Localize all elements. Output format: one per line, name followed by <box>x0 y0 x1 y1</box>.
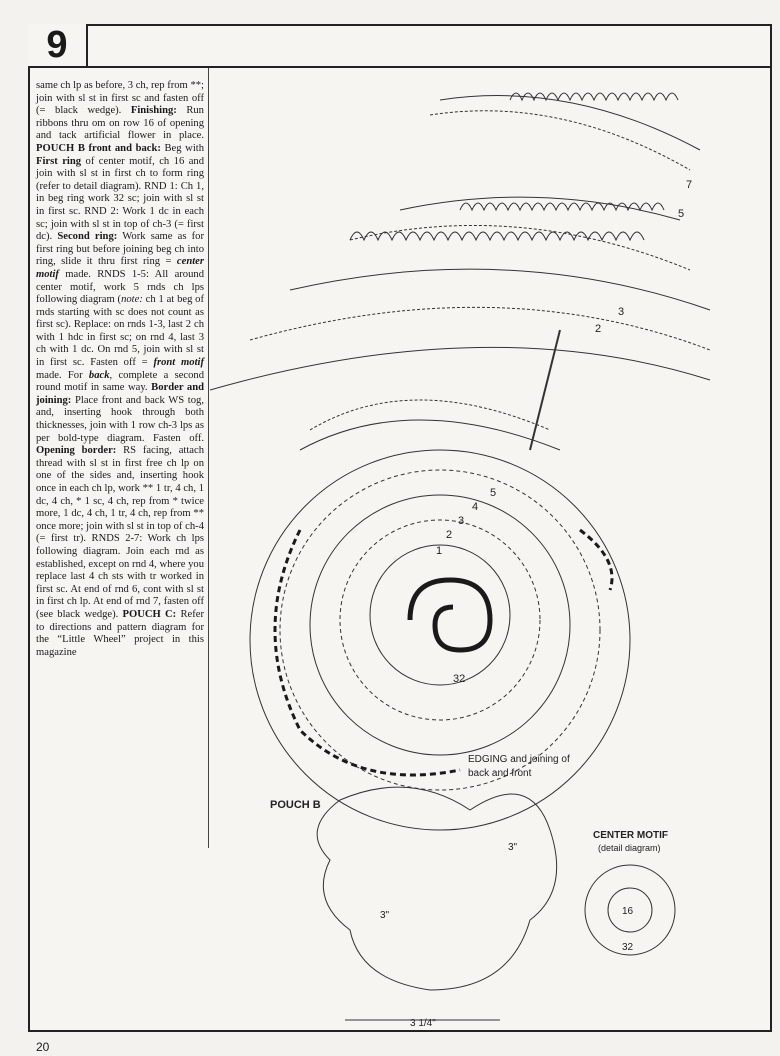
text-pouch-b-2: of center motif, ch 16 and join with sl st in first ch to form ring (refer to detail diagram). RND 1: Ch 1, in beg ring work 32 sc; join with sl st in first sc. RND 2: Work 1 dc in each sc; join with sl st in top of ch-3 (= first dc). <box>36 155 205 243</box>
text-back: , complete a second round motif in same way. <box>36 369 204 394</box>
column-divider <box>208 68 209 848</box>
label-rnd-2: 2 <box>446 529 453 541</box>
opening-border-arc-5 <box>290 269 710 310</box>
term-center-motif: center motif <box>36 256 204 280</box>
heading-pouch-b: POUCH B front and back: <box>36 142 161 154</box>
label-rnd-1: 1 <box>436 545 443 557</box>
text-pouch-b-1: Beg with <box>160 142 204 154</box>
label-rnd-5: 5 <box>490 487 497 499</box>
opening-border-arc-1 <box>440 96 700 150</box>
heading-opening-border: Opening border: <box>36 445 117 457</box>
page-folio: 20 <box>36 1040 50 1054</box>
text-finishing: Run ribbons thru om on row 16 of opening and tack artificial flower in place. <box>36 105 204 142</box>
instructions-column <box>36 80 204 659</box>
heading-border: Border and joining: <box>36 382 204 406</box>
motif-top-arc-2 <box>310 400 550 430</box>
section-number-box <box>28 24 88 68</box>
label-arc-2: 2 <box>595 323 602 335</box>
term-first-ring: First ring <box>36 155 82 167</box>
text-opening-border: RS facing, attach thread with sl st in first free ch lp on one of the sides and, inserting hook once in each ch lp, work ** 1 tr, 4 ch, 1 dc, 4 ch, * 1 sc, 4 ch, rep from * twice more, 1 dc, 4 ch, 1 tr, 4 ch, rep from ** once more; join with sl st in top of ch-4 (= first tr). RNDS 2-7: Work ch lps following diagram. Join each rnd as established, except on rnd 4, where you replace last 4 ch sts with tr worked in first sc. At end of rnd 6, cont with sl st in first ch lp. At end of rnd 7, fasten off (see black wedge). <box>36 445 204 620</box>
motif-top-arc <box>300 420 560 450</box>
term-note: note: <box>121 294 143 306</box>
text-center-motif: made. RNDS 1-5: All around center motif, work 5 rnds ch lps following diagram ( <box>36 268 204 306</box>
label-arc-3: 3 <box>618 306 625 318</box>
label-rnd-4: 4 <box>472 501 479 513</box>
scallop-row-low <box>350 232 644 240</box>
heading-finishing: Finishing: <box>130 105 177 117</box>
opening-border-arc-3 <box>400 197 680 220</box>
dim-bottom: 3 1/4" <box>410 1018 436 1029</box>
text-front: made. For <box>36 369 89 381</box>
dim-top-right: 3" <box>508 842 518 853</box>
instructions-text <box>36 80 204 659</box>
text-intro: same ch lp as before, 3 ch, rep from **; join with sl st in first sc and fasten off (= black wedge). <box>36 80 204 117</box>
opening-border-arc-2 <box>430 111 690 170</box>
text-border: Place front and back WS tog, and, inserting hook through both thicknesses, join with 1 row ch-3 lps as per bold-type diagram. Fasten off. <box>36 394 204 444</box>
pouch-b-outline <box>317 787 557 990</box>
motif-round-3 <box>310 495 570 755</box>
center-motif-32: 32 <box>622 942 634 953</box>
motif-round-4 <box>280 470 600 790</box>
section-number: 9 <box>46 24 68 66</box>
scallop-row-top <box>510 93 678 100</box>
dim-left: 3" <box>380 910 390 921</box>
center-motif-16: 16 <box>622 906 634 917</box>
header-rule <box>88 66 772 68</box>
label-top-7: 7 <box>686 179 693 191</box>
crochet-diagram <box>210 70 770 1030</box>
spiral-center <box>410 580 490 650</box>
bold-edging <box>275 530 460 775</box>
edging-label-2: back and front <box>468 768 532 779</box>
pouch-b-title: POUCH B <box>270 799 321 811</box>
opening-border-arc-6 <box>250 307 710 350</box>
term-back: back <box>88 369 110 381</box>
center-motif-sub: (detail diagram) <box>598 843 661 853</box>
label-rnd-3: 3 <box>458 515 465 527</box>
heading-second-ring: Second ring: <box>57 231 118 243</box>
bold-edging-right <box>580 530 612 590</box>
text-pouch-c: Refer to directions and pattern diagram for the “Little Wheel” project in this magazine <box>36 608 204 658</box>
text-note: ch 1 at beg of rnds starting with sc does not count as first sc). Replace: on rnds 1-3, last 2 ch with 1 hdc in first sc; on rnd 4, last 3 ch with 1 dc. On rnd 5, join with sl st in first sc. Fasten off = <box>36 294 205 369</box>
term-front-motif: front motif <box>153 357 204 369</box>
center-motif-title: CENTER MOTIF <box>593 830 668 841</box>
edging-label-1: EDGING and joining of <box>468 754 570 765</box>
heading-pouch-c: POUCH C: <box>122 608 177 620</box>
label-motif-32: 32 <box>453 673 466 685</box>
label-top-5: 5 <box>678 208 685 220</box>
text-second-ring: Work same as for first ring but before joining beg ch into ring, slide it thru first ring = <box>36 231 204 268</box>
opening-border-arc-7 <box>210 347 710 390</box>
